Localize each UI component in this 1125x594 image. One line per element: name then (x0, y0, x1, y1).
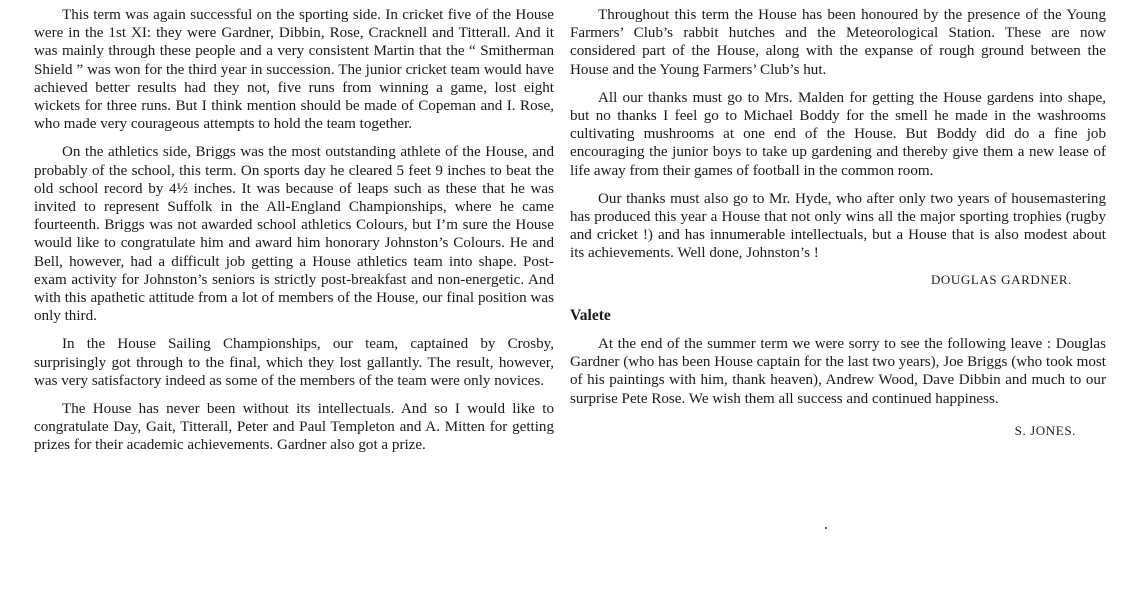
paragraph-intellectuals: The House has never been without its intellectuals. And so I would like to congratulate Day, Gait, Titterall, Peter and Paul Templeton and A. Mitten for getting prizes for their academic achievements. Gardner also got a prize. (34, 401, 554, 454)
print-speck (825, 527, 827, 529)
right-column (570, 6, 1106, 440)
left-column (34, 6, 554, 455)
paragraph-athletics: On the athletics side, Briggs was the most outstanding athlete of the House, and probably of the school, this term. On sports day he cleared 5 feet 9 inches to beat the old school record by 4½ inches. It was because of leaps such as these that he was invited to represent Suffolk in the All-England Championships, where he came fourteenth. Briggs was not awarded school athletics Colours, but I’m sure the House would like to congratulate him and award him honorary Johnston’s Colours. He and Bell, however, had a difficult job getting a House athletics team into shape. Post-exam activity for Johnston’s seniors is strictly post-breakfast and non-energetic. And with this apathetic attitude from a lot of members of the House, our final position was only third. (34, 144, 554, 325)
signature-douglas-gardner: DOUGLAS GARDNER. (930, 271, 1072, 287)
signature-s-jones: S. JONES. (1014, 422, 1076, 438)
paragraph-sailing: In the House Sailing Championships, our team, captained by Crosby, surprisingly got through to the final, which they lost gallantly. The result, however, was very satisfactory indeed as some of the members of the team were only novices. (34, 336, 554, 389)
paragraph-young-farmers: Throughout this term the House has been honoured by the presence of the Young Farmers’ Club’s rabbit hutches and the Meteorological Station. These are now considered part of the House, along with the expanse of rough ground between the House and the Young Farmers’ Club’s hut. (570, 7, 1106, 78)
paragraph-cricket: This term was again successful on the sporting side. In cricket five of the House were in the 1st XI: they were Gardner, Dibbin, Rose, Cracknell and Titterall. And it was mainly through these people and a very consistent Martin that the “ Smitherman Shield ” was won for the third year in succession. The junior cricket team would have achieved better results had they not, five runs from winning a game, lost eight wickets for three runs. But I think mention should be made of Copeman and I. Rose, who made very courageous attempts to hold the team together. (34, 7, 554, 133)
paragraph-valete: At the end of the summer term we were sorry to see the following leave : Douglas Gardner (who has been House captain for the last two years), Joe Briggs (who took most of his paintings with him, thank heaven), Andrew Wood, Dave Dibbin and much to our surprise Pete Rose. We wish them all success and continued happiness. (570, 336, 1106, 407)
valete-heading: Valete (570, 306, 611, 324)
paragraph-thanks-hyde: Our thanks must also go to Mr. Hyde, who after only two years of housemastering has produced this year a House that not only wins all the major sporting trophies (rugby and cricket !) and has innumerable intellectuals, but a House that is also modest about its achievements. Well done, Johnston’s ! (570, 190, 1106, 262)
paragraph-gardens: All our thanks must go to Mrs. Malden for getting the House gardens into shape, but no thanks I feel go to Michael Boddy for the smell he made in the washrooms cultivating mushrooms at one end of the House. But Boddy did do a fine job encouraging the junior boys to take up gardening and thereby give them a new lease of life away from their games of football in the common room. (570, 89, 1106, 179)
